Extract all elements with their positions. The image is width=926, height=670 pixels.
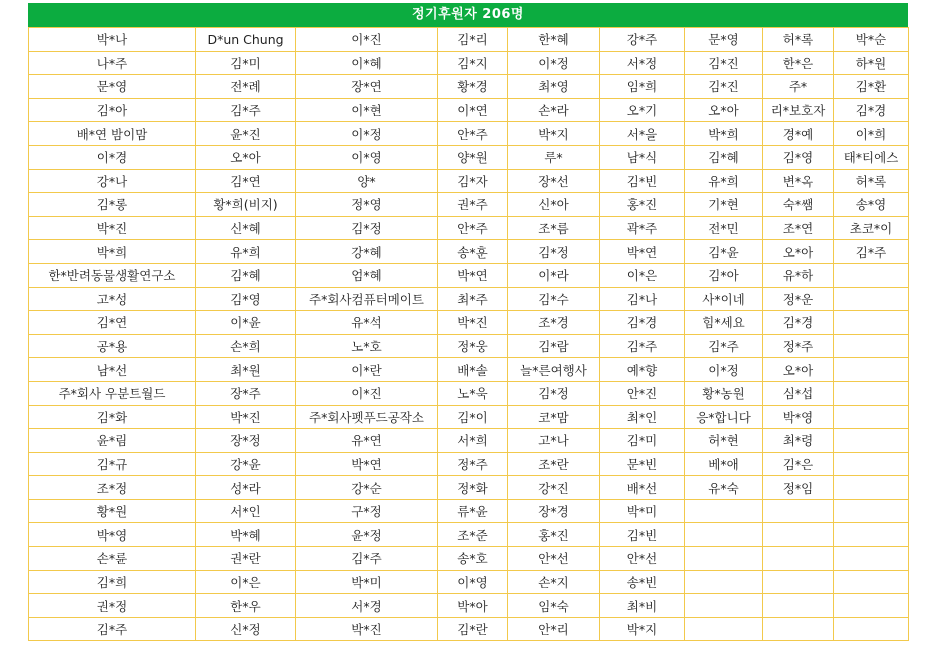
empty-cell [685, 547, 763, 571]
donor-name-cell: 박*영 [763, 405, 834, 429]
table-row [29, 28, 909, 52]
donor-name-cell: 윤*정 [296, 523, 438, 547]
donor-name-cell: 장*주 [196, 381, 296, 405]
donor-name-cell: 이*경 [29, 145, 196, 169]
donor-name-cell: 김*은 [763, 452, 834, 476]
donor-name-cell: 강*윤 [196, 452, 296, 476]
donor-name-cell: 김*이 [438, 405, 508, 429]
donor-name-cell: 정*운 [763, 287, 834, 311]
donor-name-cell: 임*숙 [508, 594, 600, 618]
empty-cell [763, 523, 834, 547]
donor-table-body [29, 28, 909, 641]
donor-name-cell: 힘*세요 [685, 311, 763, 335]
table-row [29, 169, 909, 193]
donor-name-cell: 주* [763, 75, 834, 99]
donor-table [28, 27, 909, 641]
donor-name-cell: 이*정 [685, 358, 763, 382]
donor-name-cell: 주*회사펫푸드공작소 [296, 405, 438, 429]
empty-cell [834, 358, 909, 382]
donor-name-cell: 양* [296, 169, 438, 193]
donor-name-cell: 박*나 [29, 28, 196, 52]
donor-name-cell: 사*이네 [685, 287, 763, 311]
donor-name-cell: 김*정 [508, 240, 600, 264]
donor-name-cell: 이*진 [296, 381, 438, 405]
donor-name-cell: 서*정 [600, 51, 685, 75]
table-row [29, 358, 909, 382]
donor-name-cell: 장*연 [296, 75, 438, 99]
table-row [29, 334, 909, 358]
empty-cell [834, 617, 909, 641]
donor-name-cell: 서*경 [296, 594, 438, 618]
empty-cell [834, 452, 909, 476]
empty-cell [763, 617, 834, 641]
donor-name-cell: 김*정 [296, 216, 438, 240]
donor-name-cell: 박*희 [685, 122, 763, 146]
donor-name-cell: 이*희 [834, 122, 909, 146]
donor-name-cell: 서*인 [196, 499, 296, 523]
donor-name-cell: 노*호 [296, 334, 438, 358]
donor-name-cell: 김*영 [763, 145, 834, 169]
donor-name-cell: 황*원 [29, 499, 196, 523]
donor-name-cell: 오*아 [196, 145, 296, 169]
donor-name-cell: 김*아 [29, 98, 196, 122]
donor-name-cell: 김*경 [600, 311, 685, 335]
table-row [29, 523, 909, 547]
donor-name-cell: 박*희 [29, 240, 196, 264]
donor-name-cell: 나*주 [29, 51, 196, 75]
donor-name-cell: 이*정 [508, 51, 600, 75]
donor-name-cell: 송*호 [438, 547, 508, 571]
donor-name-cell: 강*진 [508, 476, 600, 500]
donor-name-cell: 김*주 [685, 334, 763, 358]
table-row [29, 405, 909, 429]
donor-name-cell: 김*혜 [196, 263, 296, 287]
donor-name-cell: 이*란 [296, 358, 438, 382]
donor-name-cell: 이*영 [438, 570, 508, 594]
donor-name-cell: 안*진 [600, 381, 685, 405]
empty-cell [763, 594, 834, 618]
donor-name-cell: 김*연 [29, 311, 196, 335]
donor-name-cell: 이*영 [296, 145, 438, 169]
empty-cell [834, 287, 909, 311]
donor-name-cell: 변*옥 [763, 169, 834, 193]
donor-name-cell: 유*숙 [685, 476, 763, 500]
donor-name-cell: 김*지 [438, 51, 508, 75]
donor-name-cell: 홍*진 [600, 193, 685, 217]
donor-name-cell: 김*진 [685, 51, 763, 75]
donor-name-cell: 유*희 [685, 169, 763, 193]
donor-name-cell: 안*주 [438, 122, 508, 146]
table-row [29, 145, 909, 169]
donor-name-cell: 권*주 [438, 193, 508, 217]
donor-name-cell: 이*연 [438, 98, 508, 122]
donor-name-cell: 오*아 [685, 98, 763, 122]
donor-name-cell: 오*아 [763, 358, 834, 382]
donor-name-cell: 유*석 [296, 311, 438, 335]
donor-name-cell: 손*희 [196, 334, 296, 358]
donor-name-cell: 한*반려동물생활연구소 [29, 263, 196, 287]
empty-cell [834, 405, 909, 429]
donor-name-cell: 권*란 [196, 547, 296, 571]
donor-name-cell: 정*웅 [438, 334, 508, 358]
donor-name-cell: 김*주 [600, 334, 685, 358]
donor-name-cell: 주*회사컴퓨터메이트 [296, 287, 438, 311]
empty-cell [834, 429, 909, 453]
donor-name-cell: 김*빈 [600, 523, 685, 547]
donor-name-cell: 안*리 [508, 617, 600, 641]
donor-name-cell: 정*영 [296, 193, 438, 217]
donor-name-cell: 배*선 [600, 476, 685, 500]
donor-name-cell: 리*보호자 [763, 98, 834, 122]
table-row [29, 193, 909, 217]
donor-name-cell: 이*은 [196, 570, 296, 594]
donor-name-cell: 안*주 [438, 216, 508, 240]
donor-name-cell: 김*경 [763, 311, 834, 335]
table-row [29, 381, 909, 405]
donor-name-cell: 코*맘 [508, 405, 600, 429]
donor-name-cell: 하*원 [834, 51, 909, 75]
table-row [29, 594, 909, 618]
table-row [29, 98, 909, 122]
donor-name-cell: 고*성 [29, 287, 196, 311]
donor-name-cell: 김*란 [438, 617, 508, 641]
donor-name-cell: 최*령 [763, 429, 834, 453]
donor-name-cell: 손*륜 [29, 547, 196, 571]
donor-name-cell: 박*진 [438, 311, 508, 335]
table-row [29, 122, 909, 146]
donor-name-cell: 김*나 [600, 287, 685, 311]
donor-name-cell: 박*아 [438, 594, 508, 618]
donor-name-cell: 허*록 [763, 28, 834, 52]
donor-name-cell: 박*연 [600, 240, 685, 264]
empty-cell [834, 334, 909, 358]
donor-name-cell: 장*선 [508, 169, 600, 193]
donor-name-cell: 배*연 밤이맘 [29, 122, 196, 146]
donor-name-cell: 김*주 [196, 98, 296, 122]
donor-name-cell: 김*연 [196, 169, 296, 193]
donor-name-cell: 송*훈 [438, 240, 508, 264]
donor-name-cell: 김*미 [600, 429, 685, 453]
table-row [29, 570, 909, 594]
donor-name-cell: 허*현 [685, 429, 763, 453]
table-row [29, 51, 909, 75]
donor-name-cell: 박*연 [438, 263, 508, 287]
donor-name-cell: 박*미 [600, 499, 685, 523]
donor-name-cell: 노*욱 [438, 381, 508, 405]
donor-name-cell: 유*희 [196, 240, 296, 264]
table-row [29, 476, 909, 500]
donor-name-cell: 배*솔 [438, 358, 508, 382]
donor-name-cell: 손*라 [508, 98, 600, 122]
donor-name-cell: 조*경 [508, 311, 600, 335]
donor-name-cell: 오*아 [763, 240, 834, 264]
donor-name-cell: 정*주 [763, 334, 834, 358]
donor-name-cell: 서*을 [600, 122, 685, 146]
donor-name-cell: 정*화 [438, 476, 508, 500]
donor-name-cell: 이*혜 [296, 51, 438, 75]
donor-name-cell: 홍*진 [508, 523, 600, 547]
donor-name-cell: 김*리 [438, 28, 508, 52]
empty-cell [834, 311, 909, 335]
donor-name-cell: 조*연 [763, 216, 834, 240]
donor-name-cell: 곽*주 [600, 216, 685, 240]
donor-name-cell: 안*선 [600, 547, 685, 571]
donor-name-cell: 심*섭 [763, 381, 834, 405]
donor-name-cell: 베*애 [685, 452, 763, 476]
table-row [29, 287, 909, 311]
donor-name-cell: 김*주 [29, 617, 196, 641]
donor-name-cell: 김*미 [196, 51, 296, 75]
donor-name-cell: D*un Chung [196, 28, 296, 52]
donor-name-cell: 문*빈 [600, 452, 685, 476]
donor-name-cell: 문*영 [29, 75, 196, 99]
donor-name-cell: 한*우 [196, 594, 296, 618]
donor-name-cell: 성*라 [196, 476, 296, 500]
empty-cell [685, 499, 763, 523]
empty-cell [834, 523, 909, 547]
donor-name-cell: 손*지 [508, 570, 600, 594]
empty-cell [685, 617, 763, 641]
donor-name-cell: 김*규 [29, 452, 196, 476]
donor-name-cell: 오*기 [600, 98, 685, 122]
table-row [29, 75, 909, 99]
donor-name-cell: 엄*혜 [296, 263, 438, 287]
empty-cell [685, 523, 763, 547]
donor-name-cell: 박*연 [296, 452, 438, 476]
donor-name-cell: 최*원 [196, 358, 296, 382]
page-title: 정기후원자 206명 [28, 3, 908, 27]
donor-name-cell: 김*자 [438, 169, 508, 193]
donor-name-cell: 최*영 [508, 75, 600, 99]
donor-name-cell: 김*화 [29, 405, 196, 429]
donor-name-cell: 김*영 [196, 287, 296, 311]
empty-cell [685, 570, 763, 594]
donor-name-cell: 양*원 [438, 145, 508, 169]
empty-cell [763, 547, 834, 571]
donor-name-cell: 황*농원 [685, 381, 763, 405]
donor-name-cell: 박*미 [296, 570, 438, 594]
donor-name-cell: 안*선 [508, 547, 600, 571]
donor-name-cell: 예*향 [600, 358, 685, 382]
donor-name-cell: 장*경 [508, 499, 600, 523]
donor-name-cell: 고*나 [508, 429, 600, 453]
donor-name-cell: 조*준 [438, 523, 508, 547]
donor-name-cell: 이*윤 [196, 311, 296, 335]
donor-name-cell: 이*정 [296, 122, 438, 146]
donor-list-panel [28, 3, 908, 641]
donor-name-cell: 김*진 [685, 75, 763, 99]
donor-name-cell: 김*수 [508, 287, 600, 311]
donor-name-cell: 주*회사 우분트월드 [29, 381, 196, 405]
donor-name-cell: 김*주 [296, 547, 438, 571]
donor-name-cell: 이*라 [508, 263, 600, 287]
donor-name-cell: 황*희(비지) [196, 193, 296, 217]
donor-name-cell: 김*윤 [685, 240, 763, 264]
empty-cell [834, 499, 909, 523]
donor-name-cell: 임*희 [600, 75, 685, 99]
donor-name-cell: 김*롱 [29, 193, 196, 217]
donor-name-cell: 강*혜 [296, 240, 438, 264]
donor-name-cell: 한*혜 [508, 28, 600, 52]
donor-name-cell: 서*희 [438, 429, 508, 453]
donor-name-cell: 문*영 [685, 28, 763, 52]
empty-cell [834, 547, 909, 571]
donor-name-cell: 박*진 [196, 405, 296, 429]
donor-name-cell: 초코*이 [834, 216, 909, 240]
empty-cell [834, 594, 909, 618]
table-row [29, 429, 909, 453]
table-row [29, 617, 909, 641]
donor-name-cell: 김*정 [508, 381, 600, 405]
donor-name-cell: 김*아 [685, 263, 763, 287]
donor-name-cell: 박*영 [29, 523, 196, 547]
donor-name-cell: 송*빈 [600, 570, 685, 594]
donor-name-cell: 남*식 [600, 145, 685, 169]
donor-name-cell: 이*은 [600, 263, 685, 287]
donor-name-cell: 김*환 [834, 75, 909, 99]
donor-name-cell: 조*란 [508, 452, 600, 476]
donor-name-cell: 김*람 [508, 334, 600, 358]
donor-name-cell: 박*진 [296, 617, 438, 641]
donor-name-cell: 박*지 [508, 122, 600, 146]
donor-name-cell: 윤*진 [196, 122, 296, 146]
donor-name-cell: 숙*쌤 [763, 193, 834, 217]
donor-name-cell: 강*주 [600, 28, 685, 52]
donor-name-cell: 한*은 [763, 51, 834, 75]
donor-name-cell: 류*윤 [438, 499, 508, 523]
donor-name-cell: 유*하 [763, 263, 834, 287]
donor-name-cell: 정*임 [763, 476, 834, 500]
donor-name-cell: 조*정 [29, 476, 196, 500]
donor-name-cell: 윤*림 [29, 429, 196, 453]
donor-name-cell: 늘*른여행사 [508, 358, 600, 382]
donor-name-cell: 전*례 [196, 75, 296, 99]
donor-name-cell: 김*빈 [600, 169, 685, 193]
donor-name-cell: 박*혜 [196, 523, 296, 547]
donor-name-cell: 신*아 [508, 193, 600, 217]
empty-cell [834, 381, 909, 405]
empty-cell [834, 570, 909, 594]
table-row [29, 452, 909, 476]
empty-cell [685, 594, 763, 618]
donor-name-cell: 최*주 [438, 287, 508, 311]
empty-cell [763, 499, 834, 523]
table-row [29, 240, 909, 264]
donor-name-cell: 구*정 [296, 499, 438, 523]
donor-name-cell: 최*비 [600, 594, 685, 618]
donor-name-cell: 태*티에스 [834, 145, 909, 169]
donor-name-cell: 장*정 [196, 429, 296, 453]
donor-name-cell: 정*주 [438, 452, 508, 476]
donor-name-cell: 박*진 [29, 216, 196, 240]
donor-name-cell: 김*주 [834, 240, 909, 264]
donor-name-cell: 김*경 [834, 98, 909, 122]
donor-name-cell: 전*민 [685, 216, 763, 240]
table-row [29, 216, 909, 240]
donor-name-cell: 박*지 [600, 617, 685, 641]
empty-cell [834, 263, 909, 287]
donor-name-cell: 강*나 [29, 169, 196, 193]
donor-name-cell: 허*록 [834, 169, 909, 193]
donor-name-cell: 공*용 [29, 334, 196, 358]
table-row [29, 547, 909, 571]
donor-name-cell: 강*순 [296, 476, 438, 500]
donor-name-cell: 기*현 [685, 193, 763, 217]
donor-name-cell: 신*정 [196, 617, 296, 641]
empty-cell [834, 476, 909, 500]
table-row [29, 263, 909, 287]
donor-name-cell: 남*선 [29, 358, 196, 382]
table-row [29, 311, 909, 335]
donor-name-cell: 박*순 [834, 28, 909, 52]
donor-name-cell: 권*정 [29, 594, 196, 618]
donor-name-cell: 조*름 [508, 216, 600, 240]
donor-name-cell: 최*인 [600, 405, 685, 429]
donor-name-cell: 유*연 [296, 429, 438, 453]
donor-name-cell: 송*영 [834, 193, 909, 217]
donor-name-cell: 이*현 [296, 98, 438, 122]
donor-name-cell: 루* [508, 145, 600, 169]
donor-name-cell: 응*합니다 [685, 405, 763, 429]
donor-name-cell: 김*혜 [685, 145, 763, 169]
donor-name-cell: 황*경 [438, 75, 508, 99]
donor-name-cell: 이*진 [296, 28, 438, 52]
donor-name-cell: 경*예 [763, 122, 834, 146]
empty-cell [763, 570, 834, 594]
table-row [29, 499, 909, 523]
donor-name-cell: 신*혜 [196, 216, 296, 240]
donor-name-cell: 김*희 [29, 570, 196, 594]
